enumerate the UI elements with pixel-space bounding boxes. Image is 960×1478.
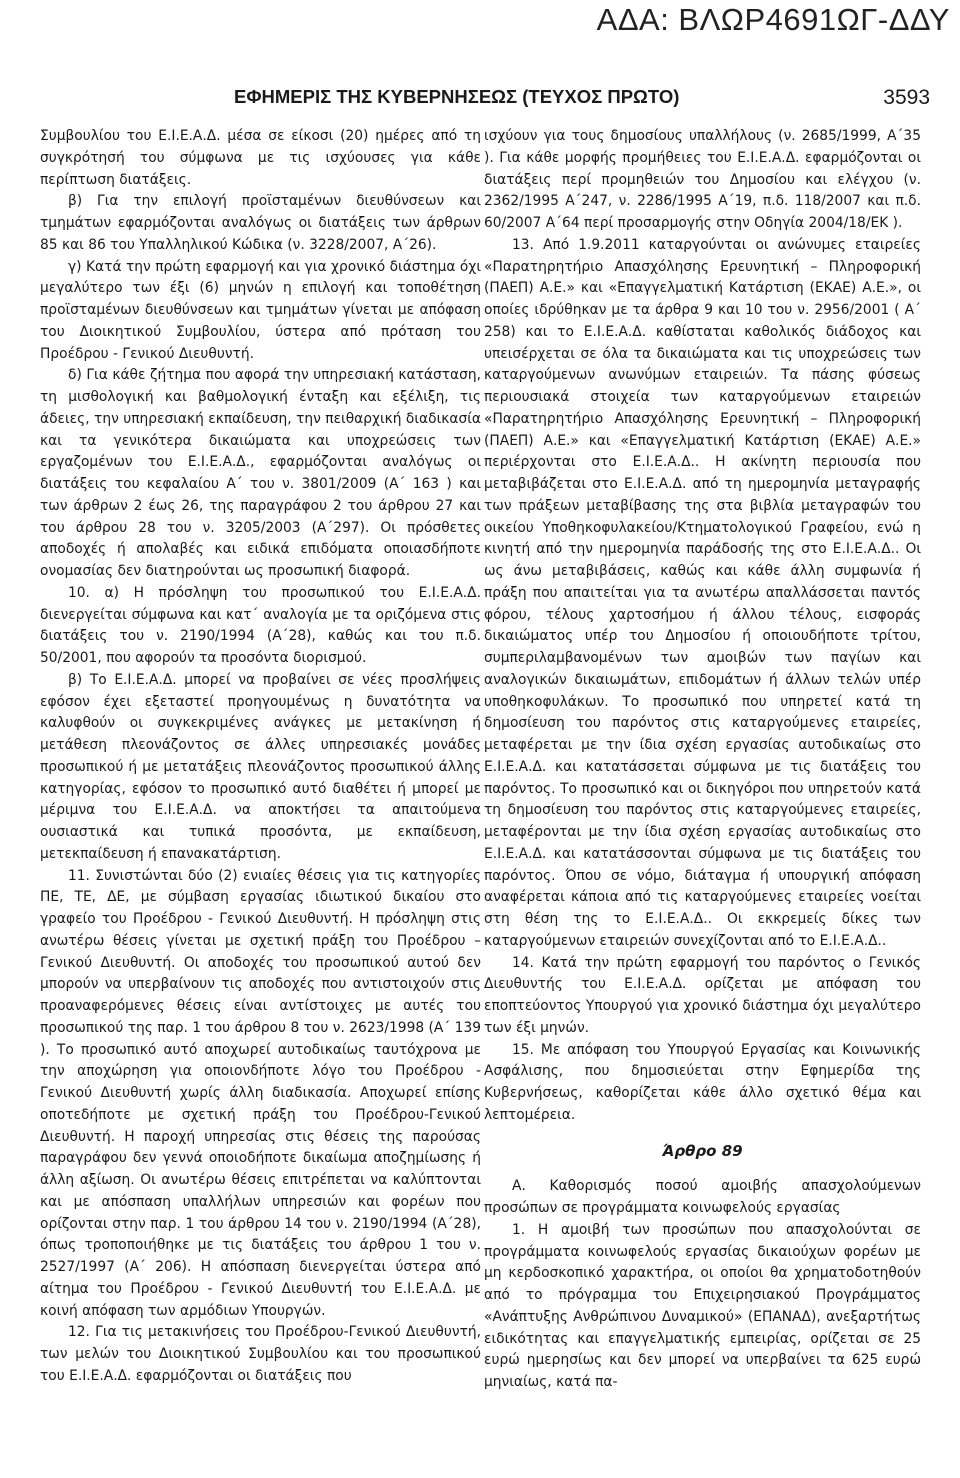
paragraph: 11. Συνιστώνται δύο (2) ενιαίες θέσεις για τις κατηγορίες ΠΕ, ΤΕ, ΔΕ, με σύμβαση εργασίας ιδιωτικού δικαίου στο γραφείο του Προέδρου - Γενικού Διευθυντή. Η πρόσληψη στις ανωτέρω θέσεις γίνεται με σχετική πράξη του Προέδρου – Γενικού Διευθυντή. Οι αποδοχές του προσωπικού αυτού δεν μπορούν να υπερβαίνουν τις αποδοχές που αντιστοιχούν στις προαναφερόμενες θέσεις είναι αντίστοιχες με αυτές του προσωπικού της παρ. 1 του άρθρου 8 του ν. 2623/1998 (Α΄ 139 ). Το προσωπικό αυτό αποχωρεί αυτοδικαίως ταυτόχρονα με την αποχώρηση για οποιονδήποτε λόγο του Προέδρου - Γενικού Διευθυντή χωρίς άλλη διαδικασία. Αποχωρεί επίσης οποτεδήποτε με σχετική πράξη του Προέδρου-Γενικού Διευθυντή. Η παροχή υπηρεσίας στις θέσεις της παρούσας παραγράφου δεν γεννά οποιοδήποτε δικαίωμα αποζημίωσης ή άλλη αξίωση. Οι ανωτέρω θέσεις επιτρέπεται να καλύπτονται και με απόσπαση υπαλλήλων υπηρεσιών και φορέων που ορίζονται στην παρ. 1 του άρθρου 14 του ν. 2190/1994 (Α΄28), όπως τροποποιήθηκε με τις διατάξεις του άρθρου 1 του ν. 2527/1997 (Α΄ 206). Η απόσπαση διενεργείται ύστερα από αίτημα του Προέδρου - Γενικού Διευθυντή του Ε.Ι.Ε.Α.Δ. με κοινή απόφαση των αρμόδιων Υπουργών. — [40, 867, 481, 1319]
paragraph: 1. Η αμοιβή των προσώπων που απασχολούνται σε προγράμματα κοινωφελούς εργασίας δικαιούχων φορέων με μη κερδοσκοπικό χαρακτήρα, οι οποίοι θα χρηματοδοτηθούν από το πρόγραμμα του Επιχειρησιακού Προγράμματος «Ανάπτυξης Ανθρώπινου Δυναμικού» (ΕΠΑΝΑΔ), ανεξαρτήτως ειδικότητας και επαγγελματικής εμπειρίας, ορίζεται σε 25 ευρώ ημερησίως και δεν μπορεί να υπερβαίνει τα 625 ευρώ μηνιαίως, κατά πα- — [484, 1221, 921, 1390]
gazette-title: ΕΦΗΜΕΡΙΣ ΤΗΣ ΚΥΒΕΡΝΗΣΕΩΣ (ΤΕΥΧΟΣ ΠΡΩΤΟ) — [234, 86, 680, 107]
paragraph: δ) Για κάθε ζήτημα που αφορά την υπηρεσιακή κατάσταση, τη μισθολογική και βαθμολογική ένταξη και εξέλιξη, τις άδειες, την υπηρεσιακή εκπαίδευση, την πειθαρχική διαδικασία και τα γενικότερα δικαιώματα και υποχρεώσεις των εργαζομένων του Ε.Ι.Ε.Α.Δ., εφαρμόζονται αναλόγως οι διατάξεις του κεφαλαίου Α΄ του ν. 3801/2009 (Α΄ 163 ) και των άρθρων 2 έως 26, της παραγράφου 2 του άρθρου 27 και του άρθρου 28 του ν. 3205/2003 (Α΄297). Οι πρόσθετες αποδοχές ή απολαβές και ειδικά επιδόματα οποιασδήποτε ονομασίας δεν διατηρούνται ως προσωπική διαφορά. — [40, 367, 481, 579]
page-header — [234, 86, 930, 116]
paragraph: β) Το Ε.Ι.Ε.Α.Δ. μπορεί να προβαίνει σε νέες προσλήψεις εφόσον έχει εξεταστεί προηγουμένως η δυνατότητα να καλυφθούν οι συγκεκριμένες ανάγκες με μετακίνηση ή μετάθεση πλεονάζοντος σε άλλες υπηρεσιακές μονάδες προσωπικού ή με μετατάξεις πλεονάζοντος προσωπικού άλλης κατηγορίας, εφόσον το προσωπικό αυτό διαθέτει ή μπορεί με μέριμνα του Ε.Ι.Ε.Α.Δ. να αποκτήσει τα απαιτούμενα ουσιαστικά και τυπικά προσόντα, με εκπαίδευση, μετεκπαίδευση ή επανακατάρτιση. — [40, 671, 481, 862]
paragraph: 14. Κατά την πρώτη εφαρμογή του παρόντος ο Γενικός Διευθυντής του Ε.Ι.Ε.Α.Δ. ορίζεται με απόφαση του εποπτεύοντος Υπουργού για χρονικό διάστημα όχι μεγαλύτερο των έξι μηνών. — [484, 954, 921, 1036]
paragraph: Συμβουλίου του Ε.Ι.Ε.Α.Δ. μέσα σε είκοσι (20) ημέρες από τη συγκρότησή του σύμφωνα με τις ισχύουσες για κάθε περίπτωση διατάξεις. — [40, 128, 481, 188]
paragraph: 13. Από 1.9.2011 καταργούνται οι ανώνυμες εταιρείες «Παρατηρητήριο Απασχόλησης Ερευνητική – Πληροφορική (ΠΑΕΠ) Α.Ε.» και «Επαγγελματική Κατάρτιση (ΕΚΑΕ) Α.Ε.», οι οποίες ιδρύθηκαν με τα άρθρα 9 και 10 του ν. 2956/2001 ( Α΄ 258) και το Ε.Ι.Ε.Α.Δ. καθίσταται καθολικός διάδοχος και υπεισέρχεται σε όλα τα δικαιώματα και τις υποχρεώσεις των καταργούμενων ανωνύμων εταιρειών. Τα πάσης φύσεως περιουσιακά στοιχεία των καταργούμενων εταιρειών «Παρατηρητήριο Απασχόλησης Ερευνητική – Πληροφορική (ΠΑΕΠ) Α.Ε.» και «Επαγγελματική Κατάρτιση (ΕΚΑΕ) Α.Ε.» περιέρχονται στο Ε.Ι.Ε.Α.Δ.. Η ακίνητη περιουσία που μεταβιβάζεται στο Ε.Ι.Ε.Α.Δ. από τη ημερομηνία μεταγραφής των πράξεων μεταβίβασης της στα βιβλία μεταγραφών του οικείου Υποθηκοφυλακείου/Κτηματολογικού Γραφείου, ενώ η κινητή από την ημερομηνία παράδοσής της στο Ε.Ι.Ε.Α.Δ.. Οι ως άνω μεταβιβάσεις, καθώς και κάθε άλλη συμφωνία ή πράξη που απαιτείται για τα ανωτέρω απαλλάσσεται παντός φόρου, τέλους χαρτοσήμου ή άλλου τέλους, εισφοράς δικαιώματος υπέρ του Δημοσίου ή οποιουδήποτε τρίτου, συμπεριλαμβανομένων των αμοιβών των παγίων και αναλογικών δικαιωμάτων, επιδομάτων ή άλλων τελών υπέρ υποθηκοφυλάκων. Το προσωπικό που υπηρετεί κατά τη δημοσίευση του παρόντος στις καταργούμενες εταιρείες, μεταφέρεται με την ίδια σχέση εργασίας αυτοδικαίως στο Ε.Ι.Ε.Α.Δ. και κατατάσσεται σύμφωνα με τις διατάξεις του παρόντος. Το προσωπικό και οι δικηγόροι που υπηρετούν κατά τη δημοσίευση του παρόντος στις καταργούμενες εταιρείες, μεταφέρονται με την ίδια σχέση εργασίας αυτοδικαίως στο Ε.Ι.Ε.Α.Δ. και κατατάσσονται σύμφωνα με τις διατάξεις του παρόντος. Όπου σε νόμο, διάταγμα ή υπουργική απόφαση αναφέρεται κάποια από τις καταργούμενες εταιρείες νοείται στη θέση της το Ε.Ι.Ε.Α.Δ.. Οι εκκρεμείς δίκες των καταργούμενων εταιρειών συνεχίζονται από το Ε.Ι.Ε.Α.Δ.. — [484, 236, 921, 949]
paragraph: γ) Κατά την πρώτη εφαρμογή και για χρονικό διάστημα όχι μεγαλύτερο των έξι (6) μηνών η επιλογή και τοποθέτηση προϊσταμένων διευθύνσεων και τμημάτων γίνεται με απόφαση του Διοικητικού Συμβουλίου, ύστερα από πρόταση του Προέδρου - Γενικού Διευθυντή. — [40, 258, 481, 362]
page-number: 3593 — [883, 86, 930, 109]
paragraph: ισχύουν για τους δημοσίους υπαλλήλους (ν. 2685/1999, Α΄35 ). Για κάθε μορφής προμήθειες του Ε.Ι.Ε.Α.Δ. εφαρμόζονται οι διατάξεις περί προμηθειών του Δημοσίου και ελέγχου (ν. 2362/1995 Α΄247, ν. 2286/1995 Α΄19, π.δ. 118/2007 και π.δ. 60/2007 Α΄64 περί προσαρμογής στην Οδηγία 2004/18/ΕΚ ). — [484, 128, 921, 231]
paragraph: 12. Για τις μετακινήσεις του Προέδρου-Γενικού Διευθυντή, των μελών του Διοικητικού Συμβουλίου και του προσωπικού του Ε.Ι.Ε.Α.Δ. εφαρμόζονται οι διατάξεις που — [40, 1324, 481, 1384]
paragraph: 10. α) Η πρόσληψη του προσωπικού του Ε.Ι.Ε.Α.Δ. διενεργείται σύμφωνα και κατ΄ αναλογία με τα οριζόμενα στις διατάξεις του ν. 2190/1994 (Α΄28), καθώς και του π.δ. 50/2001, που αφορούν τα προσόντα διορισμού. — [40, 584, 481, 666]
ada-watermark: ΑΔΑ: ΒΛΩΡ4691ΩΓ-ΔΔΥ — [596, 2, 950, 37]
paragraph: 15. Με απόφαση του Υπουργού Εργασίας και Κοινωνικής Ασφάλισης, που δημοσιεύεται στην Εφημερίδα της Κυβερνήσεως, καθορίζεται κάθε άλλο σχετικό θέμα και λεπτομέρεια. — [484, 1041, 921, 1123]
article-heading: Άρθρο 89 — [662, 1141, 743, 1160]
left-column — [40, 126, 481, 1388]
right-column — [484, 126, 921, 1394]
paragraph: β) Για την επιλογή προϊσταμένων διευθύνσεων και τμημάτων εφαρμόζονται αναλόγως οι διατάξεις των άρθρων 85 και 86 του Υπαλληλικού Κώδικα (ν. 3228/2007, Α΄26). — [40, 193, 481, 253]
paragraph: Α. Καθορισμός ποσού αμοιβής απασχολούμενων προσώπων σε προγράμματα κοινωφελούς εργασίας — [484, 1178, 921, 1216]
